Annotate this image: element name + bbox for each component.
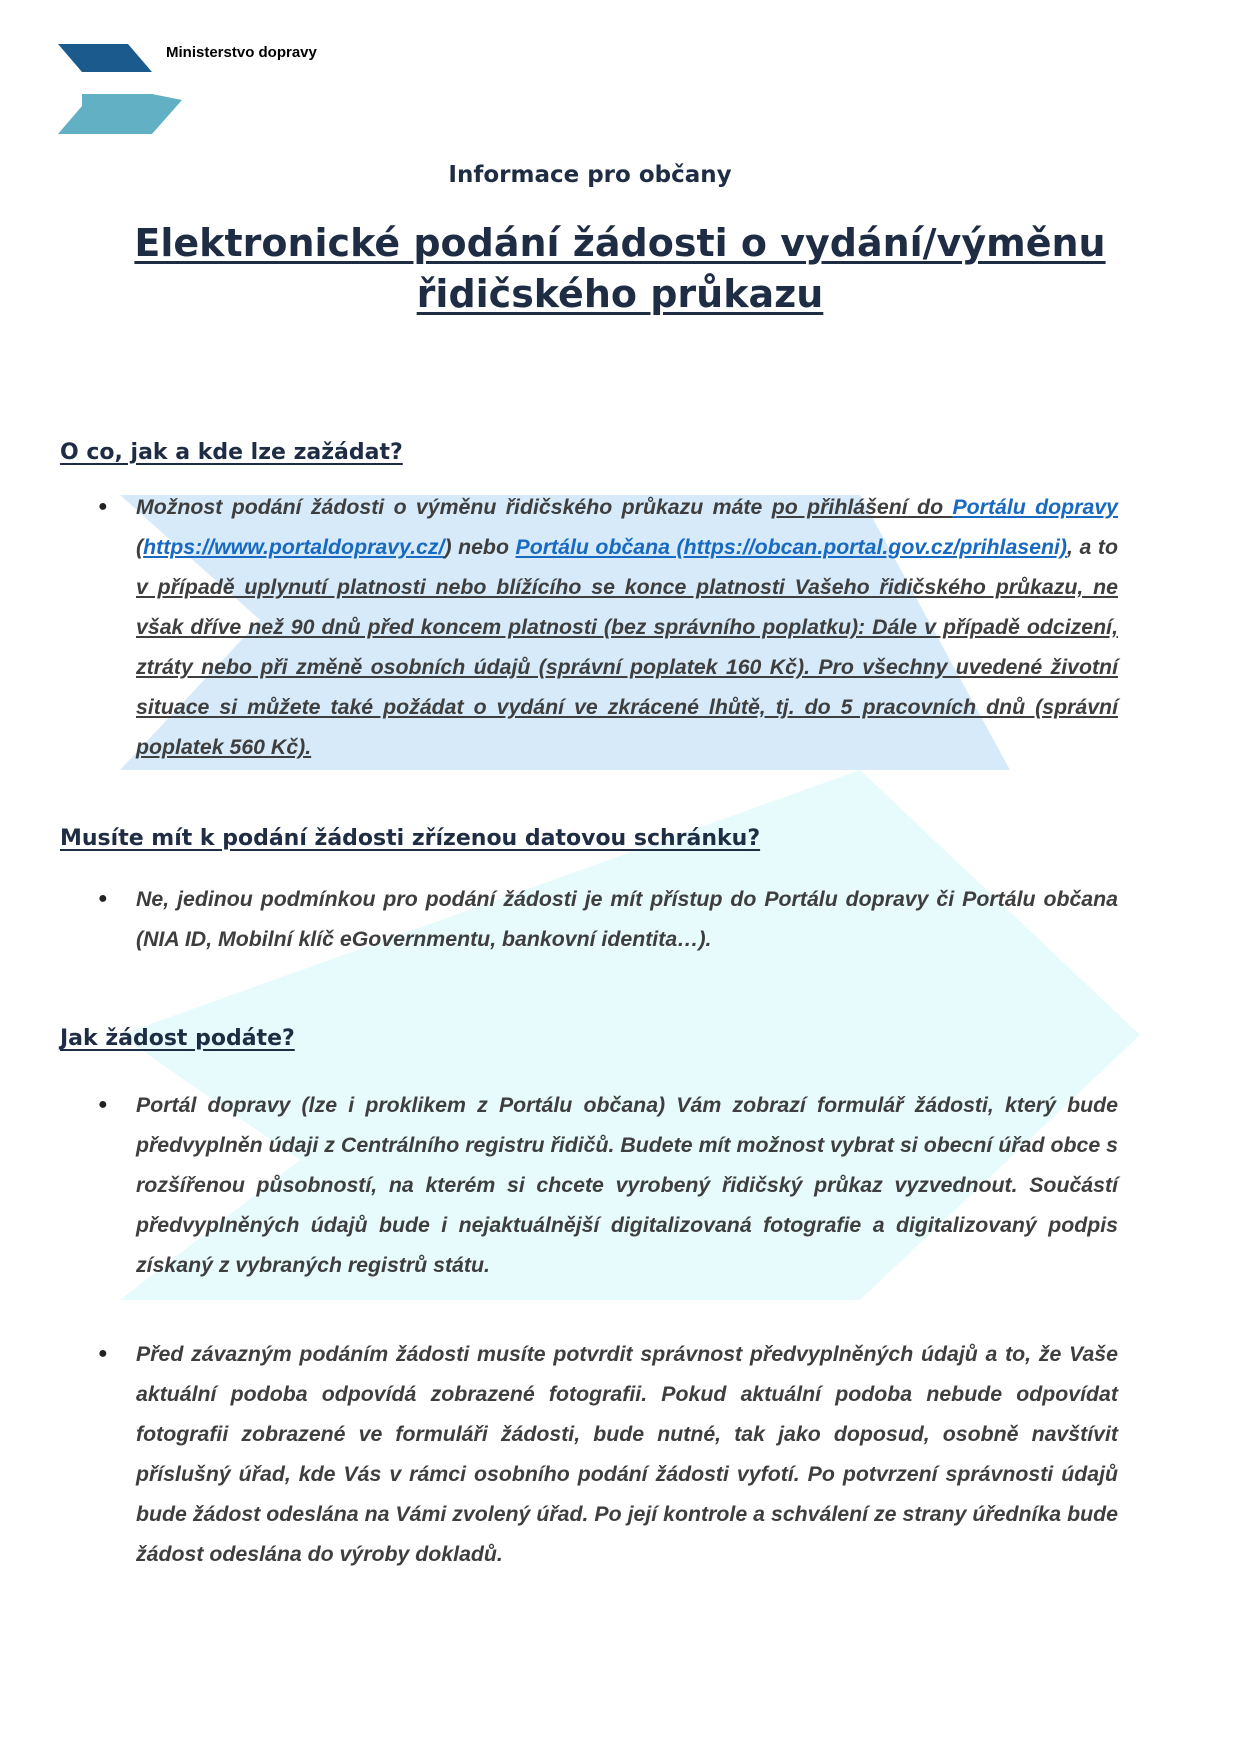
item-text: Možnost podání žádosti o výměnu řidičského průkazu máte [136,495,772,519]
section-heading: Jak žádost podáte? [60,1026,295,1051]
section-heading: Musíte mít k podání žádosti zřízenou datovou schránku? [60,826,761,851]
bullet-list [60,1085,1140,1574]
section-how-where [60,440,1140,767]
bullet-icon: ● [98,1345,108,1362]
portal-obcana-link[interactable]: Portálu občana (https://obcan.portal.gov.cz/prihlaseni) [515,535,1068,559]
bullet-icon: ● [98,1096,108,1113]
item-text: Před závazným podáním žádosti musíte potvrdit správnost předvyplněných údajů a to, že Vaše aktuální podoba odpovídá zobrazené fotografii. Pokud aktuální podoba nebude odpovídat fotografii zobrazené ve formuláři žádosti, bude nutné, tak jako doposud, osobně navštívit příslušný úřad, kde Vás v rámci osobního podání žádosti vyfotí. Po potvrzení správnosti údajů bude žádost odeslána na Vámi zvolený úřad. Po její kontrole a schválení ze strany úředníka bude žádost odeslána do výroby dokladů. [136,1342,1118,1566]
section-how-to-submit [60,1026,1140,1574]
portal-dopravy-link[interactable]: Portálu dopravy [952,495,1119,519]
item-text: ( [136,535,144,559]
item-text: , a to [1067,535,1118,559]
logo-dark-chevron [58,44,152,72]
bullet-list [60,879,1140,959]
bullet-icon: ● [98,890,108,907]
list-item [60,879,1118,959]
ministry-name: Ministerstvo dopravy [166,44,317,61]
item-text: po přihlášení do [771,495,953,519]
item-text: Portál dopravy (lze i proklikem z Portálu občana) Vám zobrazí formulář žádosti, který bude předvyplněn údaji z Centrálního registru řidičů. Budete mít možnost vybrat si obecní úřad obce s rozšířenou působností, na kterém si chcete vyrobený řidičský průkaz vyzvednout. Součástí předvyplněných údajů bude i nejaktuálnější digitalizovaná fotografie a digitalizovaný podpis získaný z vybraných registrů státu. [136,1093,1118,1277]
bullet-list [60,487,1140,767]
page-kicker: Informace pro občany [448,162,732,188]
list-item [60,1334,1118,1574]
logo-light-chevron [58,94,182,134]
bullet-icon: ● [98,498,108,515]
item-text: Ne, jedinou podmínkou pro podání žádosti je mít přístup do Portálu dopravy či Portálu občana (NIA ID, Mobilní klíč eGovernmentu, bankovní identita…). [136,887,1118,951]
item-text: ) nebo [444,535,516,559]
section-heading: O co, jak a kde lze zažádat? [60,440,403,465]
list-item [60,1085,1118,1285]
portal-dopravy-url-link[interactable]: https://www.portaldopravy.cz/ [143,535,445,559]
section-data-box [60,826,1140,959]
item-text-underlined: v případě uplynutí platnosti nebo blížícího se konce platnosti Vašeho řidičského průkazu, ne však dříve než 90 dnů před koncem platnosti (bez správního poplatku): Dále v případě odcizení, ztráty nebo při změně osobních údajů (správní poplatek 160 Kč). Pro všechny uvedené životní situace si můžete také požádat o vydání ve zkrácené lhůtě, tj. do 5 pracovních dnů (správní poplatek 560 Kč). [136,575,1118,759]
page-title: Elektronické podání žádosti o vydání/výměnu řidičského průkazu [134,221,1106,316]
list-item [60,487,1118,767]
